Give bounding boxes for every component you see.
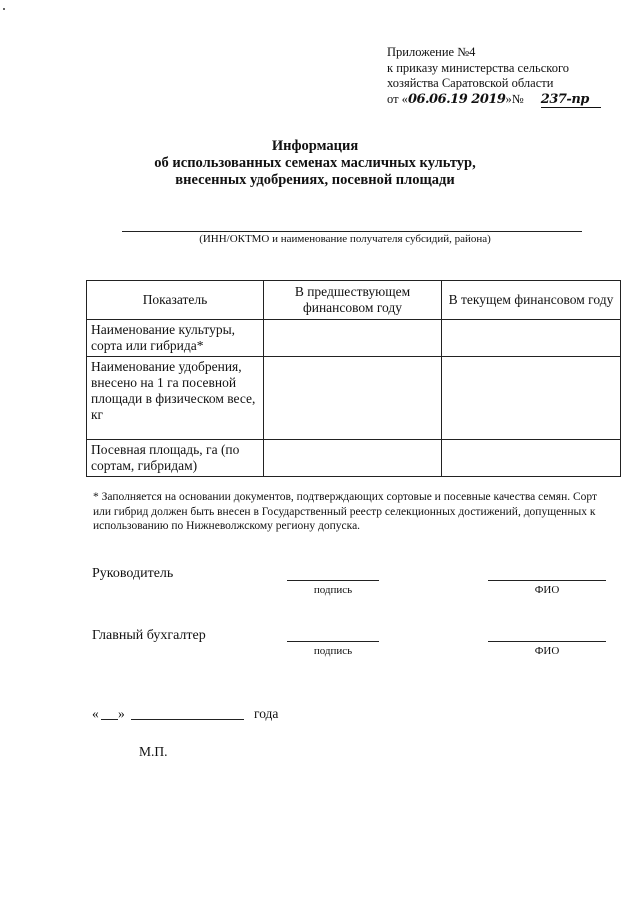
title-line-1: Информация bbox=[271, 138, 359, 154]
title-line-3: внесенных удобрениях, посевной площади bbox=[175, 172, 455, 188]
accountant-label: Главный бухгалтер bbox=[92, 628, 206, 643]
accountant-signature-caption: подпись bbox=[313, 645, 353, 657]
data-table bbox=[86, 280, 621, 477]
recipient-line bbox=[122, 231, 582, 232]
handwritten-number: 237-пр bbox=[541, 92, 601, 109]
cell-area-previous bbox=[264, 440, 442, 477]
head-label: Руководитель bbox=[92, 566, 174, 581]
stamp-label: М.П. bbox=[139, 744, 168, 759]
cell-fertilizer-previous bbox=[264, 357, 442, 440]
accountant-signature-line bbox=[287, 641, 379, 642]
title-line-2: об использованных семенах масличных культур, bbox=[154, 155, 476, 171]
appendix-line-1: Приложение №4 bbox=[387, 45, 476, 59]
footnote: * Заполняется на основании документов, подтверждающих сортовые и посевные качества семян. Сорт или гибрид должен быть внесен в Государственный реестр селекционных достижений, допущенных к использованию по Нижневолжскому региону допуска. bbox=[93, 491, 598, 532]
header-previous-year: В предшествующем финансовом году bbox=[264, 281, 442, 320]
row-label-crop: Наименование культуры, сорта или гибрида* bbox=[87, 320, 264, 357]
date-prefix: от « bbox=[387, 91, 408, 106]
handwritten-date: 06.06.19 2019 bbox=[407, 91, 506, 107]
cell-area-current bbox=[442, 440, 621, 477]
accountant-name-line bbox=[488, 641, 606, 642]
appendix-date-line bbox=[387, 92, 617, 109]
table-header-row bbox=[87, 281, 621, 320]
scan-mark bbox=[3, 8, 5, 10]
header-current-year: В текущем финансовом году bbox=[442, 281, 621, 320]
head-signature-line bbox=[287, 580, 379, 581]
date-close-quote: » bbox=[118, 706, 125, 721]
head-name-caption: ФИО bbox=[534, 584, 560, 596]
number-label: »№ bbox=[505, 91, 524, 106]
table-row bbox=[87, 320, 621, 357]
table-row bbox=[87, 440, 621, 477]
recipient-caption: (ИНН/ОКТМО и наименование получателя субсидий, района) bbox=[199, 233, 491, 245]
table-row bbox=[87, 357, 621, 440]
row-label-fertilizer: Наименование удобрения, внесено на 1 га посевной площади в физическом весе, кг bbox=[87, 357, 264, 440]
date-open-quote: « bbox=[92, 706, 99, 721]
head-signature-caption: подпись bbox=[313, 584, 353, 596]
year-word: года bbox=[254, 706, 279, 721]
cell-fertilizer-current bbox=[442, 357, 621, 440]
day-line bbox=[101, 719, 118, 720]
accountant-name-caption: ФИО bbox=[534, 645, 560, 657]
header-indicator: Показатель bbox=[87, 281, 264, 320]
document-title bbox=[100, 138, 530, 189]
head-name-line bbox=[488, 580, 606, 581]
appendix-line-2: к приказу министерства сельского bbox=[387, 60, 570, 75]
appendix-line-3: хозяйства Саратовской области bbox=[387, 76, 554, 90]
cell-crop-current bbox=[442, 320, 621, 357]
month-line bbox=[131, 719, 244, 720]
row-label-area: Посевная площадь, га (по сортам, гибридам) bbox=[87, 440, 264, 477]
appendix-block bbox=[387, 45, 617, 108]
cell-crop-previous bbox=[264, 320, 442, 357]
